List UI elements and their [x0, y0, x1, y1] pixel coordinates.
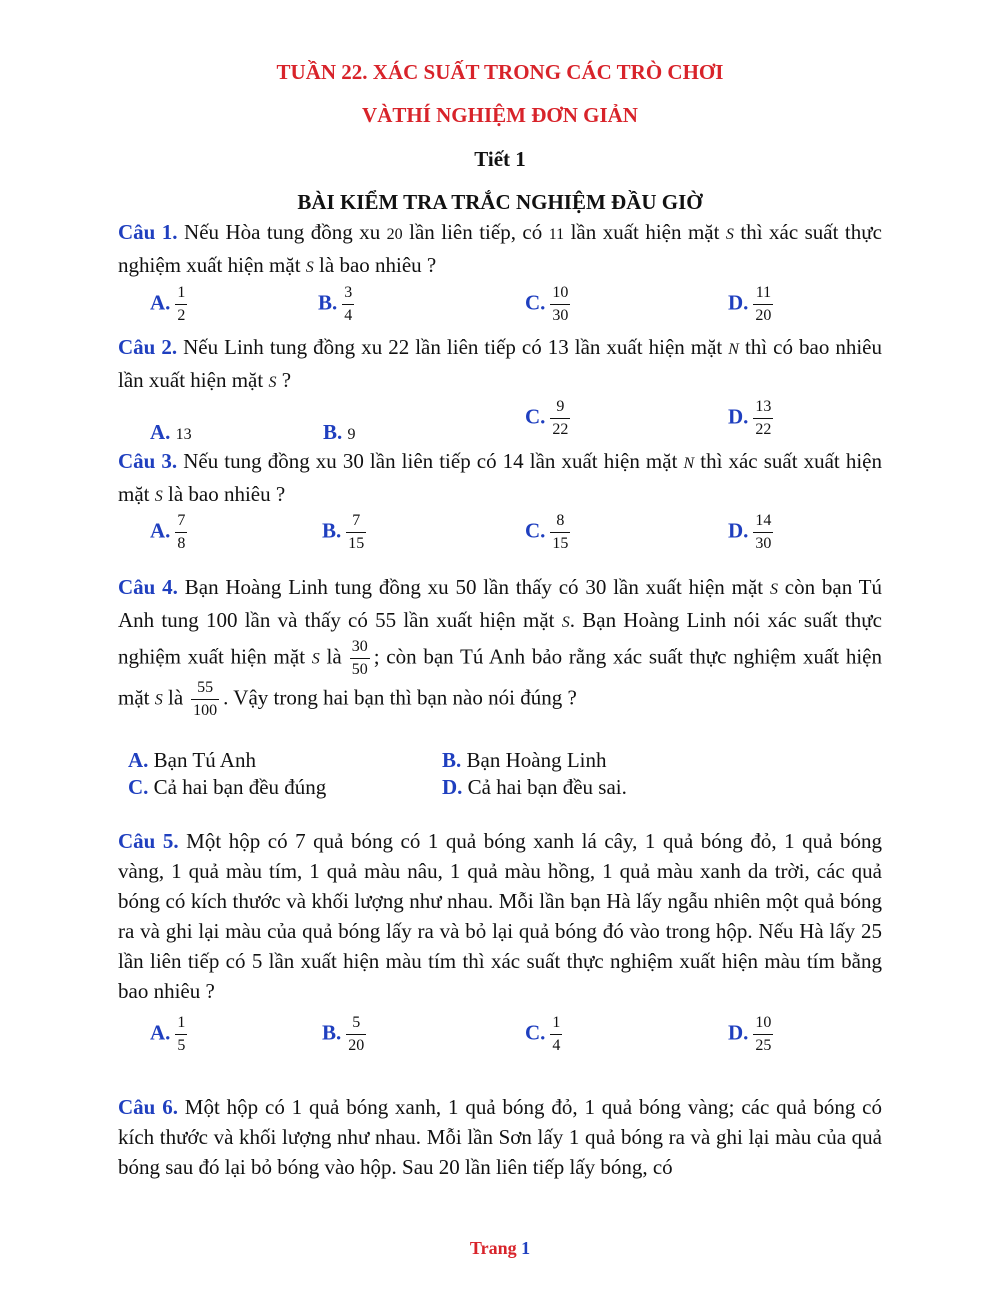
- q5-option-d[interactable]: D. $\frac{10}{25}$: [728, 1014, 772, 1054]
- question-label: Câu 5.: [118, 829, 179, 853]
- question-label: Câu 1.: [118, 220, 178, 244]
- fraction: $\frac{3}{4}$: [344, 284, 353, 324]
- q5-option-a[interactable]: A. $\frac{1}{5}$: [150, 1014, 186, 1054]
- question-1: Câu 1. Nếu Hòa tung đồng xu 20 lần liên tiếp, có 11 lần xuất hiện mặt S thì xác suất thực nghiệm xuất hiện mặt S là bao nhiêu ?: [118, 220, 882, 277]
- section-heading: BÀI KIỂM TRA TRẮC NGHIỆM ĐẦU GIỜ: [297, 190, 703, 214]
- question-4: Câu 4. Bạn Hoàng Linh tung đồng xu 50 lần thấy có 30 lần xuất hiện mặt S còn bạn Tú Anh tung 100 lần và thấy có 55 lần xuất hiện mặt S. Bạn Hoàng Linh nói xác suất thực nghiệm xuất hiện mặt S là $\frac{30}{50}$ ; còn bạn Tú Anh bảo rằng xác suất thực nghiệm xuất hiện mặt S là $\frac{55}{100}$ . Vậy trong hai bạn thì bạn nào nói đúng ?: [118, 575, 883, 719]
- question-label: Câu 6.: [118, 1095, 178, 1119]
- q2-option-d[interactable]: D. $\frac{13}{22}$: [728, 398, 772, 438]
- page-number: 1: [521, 1238, 531, 1258]
- fraction: $\frac{7}{8}$: [177, 512, 186, 552]
- fraction: $\frac{1}{4}$: [552, 1014, 561, 1054]
- q4-option-c[interactable]: C. Cả hai bạn đều đúng: [128, 775, 327, 799]
- page-footer: [0, 1238, 1000, 1259]
- q3-option-a[interactable]: A. $\frac{7}{8}$: [150, 512, 186, 552]
- fraction: $\frac{11}{20}$: [755, 284, 772, 324]
- q3-option-c[interactable]: C. $\frac{8}{15}$: [525, 512, 569, 552]
- q1-option-d[interactable]: D. $\frac{11}{20}$: [728, 284, 772, 324]
- q2-option-c[interactable]: C. $\frac{9}{22}$: [525, 398, 569, 438]
- fraction: $\frac{1}{5}$: [177, 1014, 186, 1054]
- q1-option-b[interactable]: B. $\frac{3}{4}$: [318, 284, 353, 324]
- fraction: $\frac{5}{20}$: [348, 1014, 365, 1054]
- q5-option-b[interactable]: B. $\frac{5}{20}$: [322, 1014, 365, 1054]
- question-label: Câu 3.: [118, 449, 178, 473]
- question-3: Câu 3. Nếu tung đồng xu 30 lần liên tiếp có 14 lần xuất hiện mặt N thì xác suất xuất hiện mặt S là bao nhiêu ?: [118, 449, 882, 506]
- q1-option-c[interactable]: C. $\frac{10}{30}$: [525, 284, 569, 324]
- question-label: Câu 2.: [118, 335, 178, 359]
- question-label: Câu 4.: [118, 575, 178, 599]
- fraction: $\frac{13}{22}$: [755, 398, 772, 438]
- fraction: $\frac{8}{15}$: [552, 512, 569, 552]
- fraction: $\frac{9}{22}$: [552, 398, 569, 438]
- question-5: Câu 5. Một hộp có 7 quả bóng có 1 quả bóng xanh lá cây, 1 quả bóng đỏ, 1 quả bóng vàng, 1 quả màu tím, 1 quả màu nâu, 1 quả màu hồng, 1 quả màu xanh da trời, các quả bóng có kích thước và khối lượng như nhau. Mỗi lần bạn Hà lấy ngẫu nhiên một quả bóng ra và ghi lại màu của quả bóng lấy ra và bỏ lại quả bóng đó vào trong hộp. Nếu Hà lấy 25 lần liên tiếp có 5 lần xuất hiện màu tím thì xác suất thực nghiệm xuất hiện màu tím bằng bao nhiêu ?: [118, 829, 882, 1003]
- question-6: Câu 6. Một hộp có 1 quả bóng xanh, 1 quả bóng đỏ, 1 quả bóng vàng; các quả bóng có kích thước và khối lượng như nhau. Mỗi lần Sơn lấy 1 quả bóng ra và ghi lại màu của quả bóng sau đó lại bỏ bóng vào hộp. Sau 20 lần liên tiếp lấy bóng, có: [118, 1095, 882, 1179]
- q3-option-d[interactable]: D. $\frac{14}{30}$: [728, 512, 772, 552]
- footer-label: Trang: [469, 1238, 517, 1258]
- q3-option-b[interactable]: B. $\frac{7}{15}$: [322, 512, 365, 552]
- fraction: $\frac{7}{15}$: [348, 512, 365, 552]
- q5-option-c[interactable]: C. $\frac{1}{4}$: [525, 1014, 561, 1054]
- q4-option-b[interactable]: B. Bạn Hoàng Linh: [442, 748, 607, 772]
- q2-option-a[interactable]: A. 13: [150, 420, 192, 444]
- fraction: $\frac{10}{30}$: [552, 284, 569, 324]
- fraction: $\frac{55}{100}$: [193, 679, 218, 719]
- q4-option-d[interactable]: D. Cả hai bạn đều sai.: [442, 775, 627, 799]
- fraction: $\frac{1}{2}$: [177, 284, 186, 324]
- q1-option-a[interactable]: A. $\frac{1}{2}$: [150, 284, 186, 324]
- fraction: $\frac{14}{30}$: [755, 512, 772, 552]
- q4-option-a[interactable]: A. Bạn Tú Anh: [128, 748, 256, 772]
- question-2: Câu 2. Nếu Linh tung đồng xu 22 lần liên tiếp có 13 lần xuất hiện mặt N thì có bao nhiêu lần xuất hiện mặt S ?: [118, 335, 882, 392]
- q2-option-b[interactable]: B. 9: [323, 420, 356, 444]
- fraction: $\frac{10}{25}$: [755, 1014, 772, 1054]
- lesson-heading: Tiết 1: [474, 147, 526, 171]
- fraction: $\frac{30}{50}$: [351, 638, 368, 678]
- title-line-1: TUẦN 22. XÁC SUẤT TRONG CÁC TRÒ CHƠI: [276, 60, 724, 84]
- title-line-2: VÀTHÍ NGHIỆM ĐƠN GIẢN: [362, 103, 638, 127]
